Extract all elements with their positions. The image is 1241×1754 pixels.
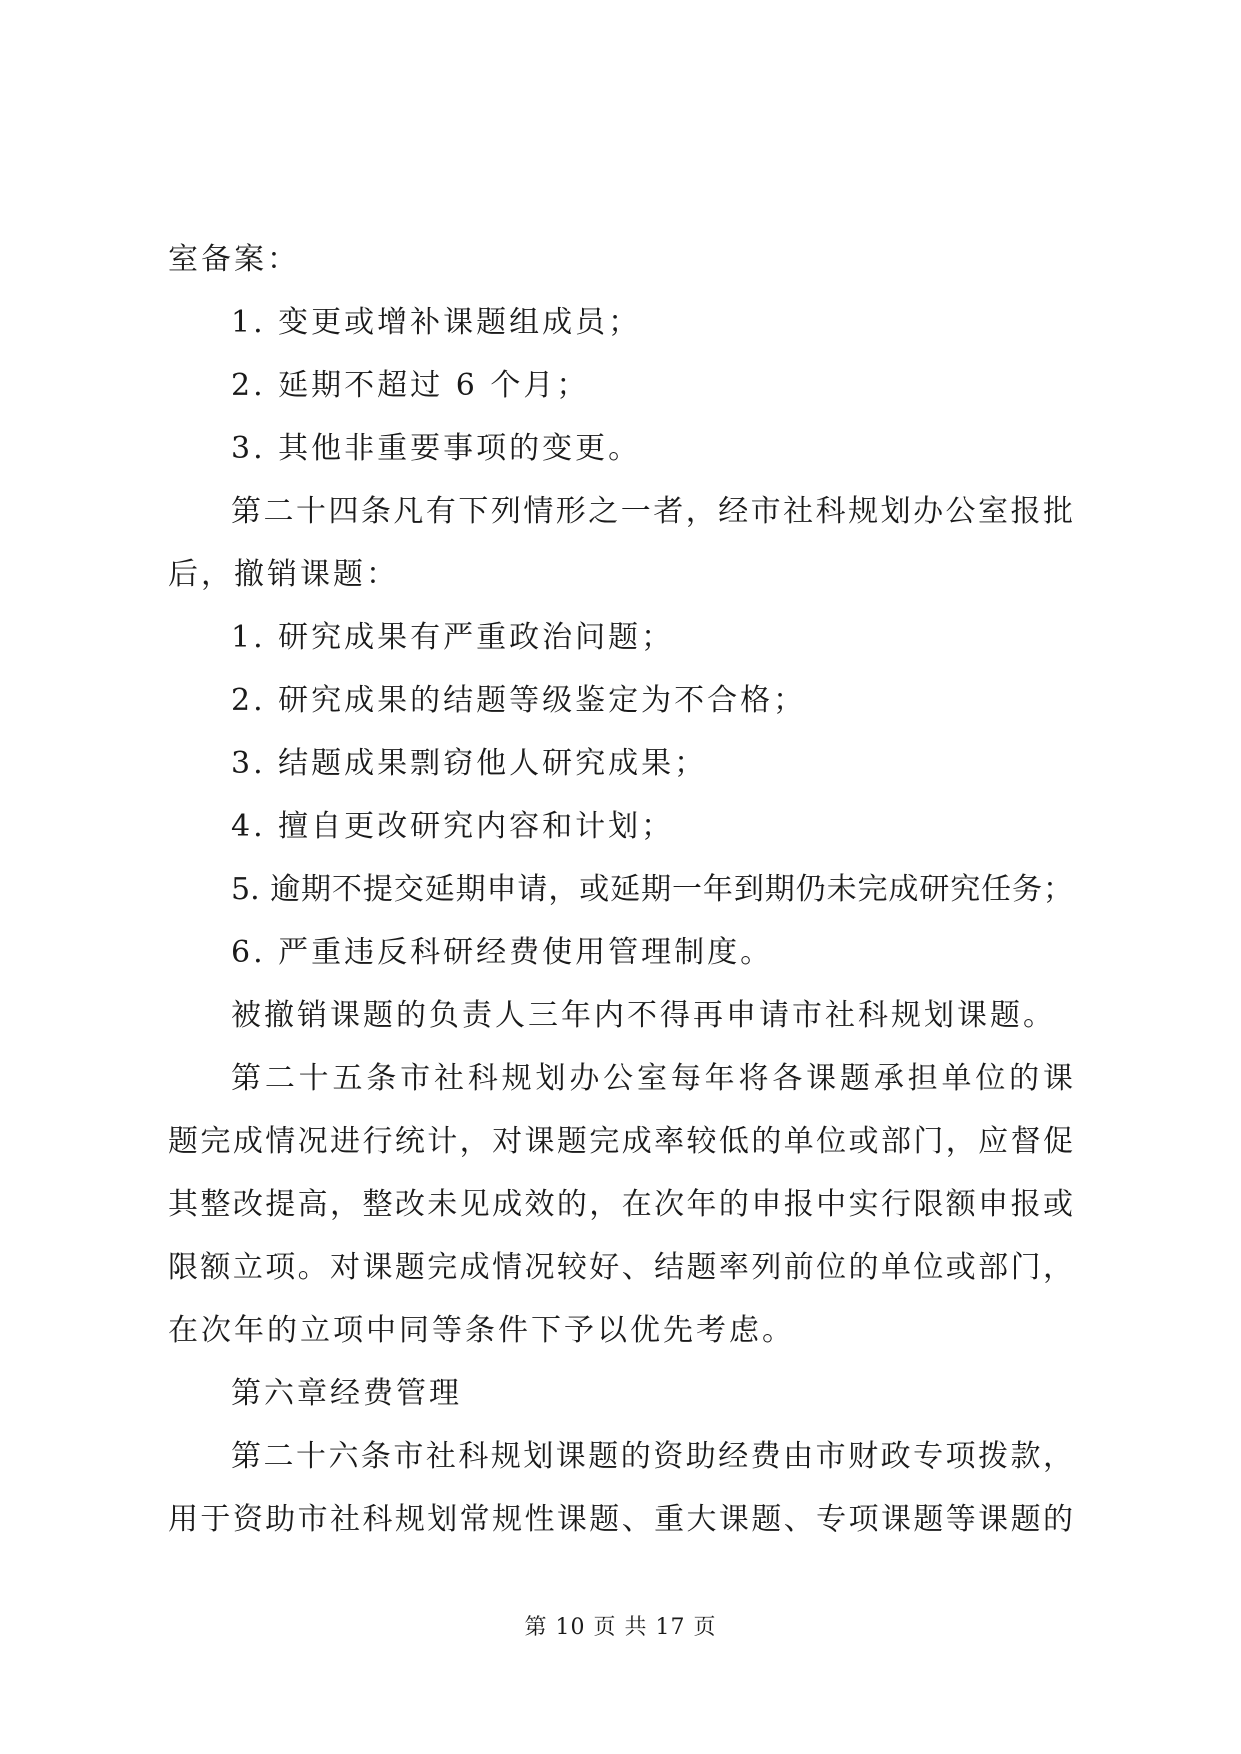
- text-line: 第二十四条凡有下列情形之一者，经市社科规划办公室报批: [231, 494, 1073, 529]
- text-line: 限额立项。对课题完成情况较好、结题率列前位的单位或部门，: [168, 1250, 1073, 1285]
- text-line: 在次年的立项中同等条件下予以优先考虑。: [168, 1313, 795, 1348]
- text-line: 用于资助市社科规划常规性课题、重大课题、专项课题等课题的: [168, 1502, 1073, 1537]
- text-line: 2. 延期不超过 6 个月；: [231, 368, 590, 403]
- text-line: 5. 逾期不提交延期申请，或延期一年到期仍未完成研究任务；: [231, 872, 1073, 907]
- text-line: 第二十六条市社科规划课题的资助经费由市财政专项拨款，: [231, 1439, 1073, 1474]
- text-line: 6. 严重违反科研经费使用管理制度。: [231, 935, 774, 970]
- page-number-footer: 第 10 页 共 17 页: [524, 1615, 717, 1640]
- text-line: 后，撤销课题：: [168, 557, 399, 592]
- body-text: [168, 228, 1073, 1551]
- text-line: 题完成情况进行统计，对课题完成率较低的单位或部门，应督促: [168, 1124, 1073, 1159]
- text-line: 3. 结题成果剽窃他人研究成果；: [231, 746, 708, 781]
- text-line: 2. 研究成果的结题等级鉴定为不合格；: [231, 683, 807, 718]
- text-line: 被撤销课题的负责人三年内不得再申请市社科规划课题。: [231, 998, 1056, 1033]
- text-line: 1. 变更或增补课题组成员；: [231, 305, 642, 340]
- text-line: 4. 擅自更改研究内容和计划；: [231, 809, 675, 844]
- text-line: 3. 其他非重要事项的变更。: [231, 431, 642, 466]
- section-heading: 第六章经费管理: [231, 1376, 462, 1411]
- text-line: 1. 研究成果有严重政治问题；: [231, 620, 675, 655]
- text-line: 其整改提高，整改未见成效的，在次年的申报中实行限额申报或: [168, 1187, 1073, 1222]
- text-line: 室备案：: [168, 242, 300, 277]
- text-line: 第二十五条市社科规划办公室每年将各课题承担单位的课: [231, 1061, 1073, 1096]
